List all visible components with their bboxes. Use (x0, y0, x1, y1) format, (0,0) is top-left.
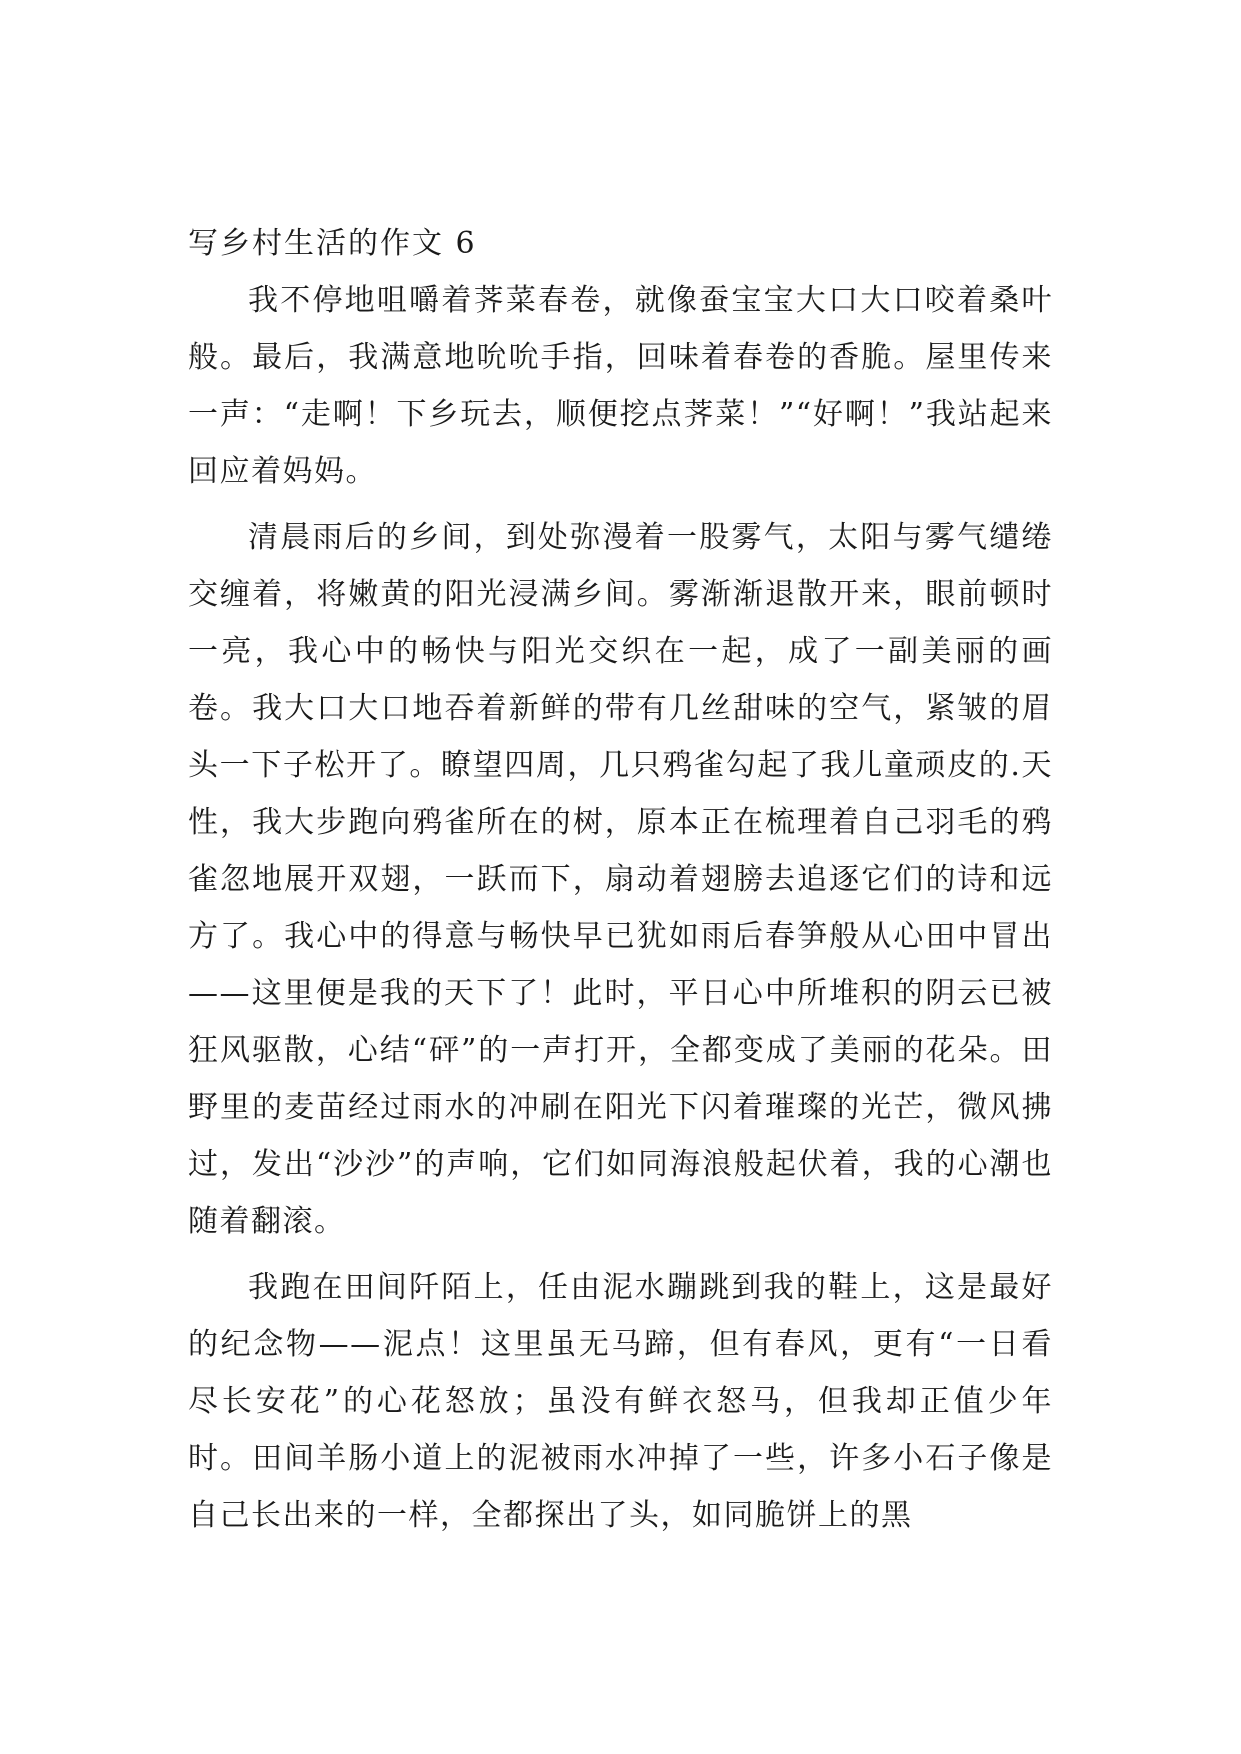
document-body (188, 220, 1053, 1553)
document-title: 写乡村生活的作文 6 (188, 226, 477, 261)
paragraph-3: 我跑在田间阡陌上，任由泥水蹦跳到我的鞋上，这是最好的纪念物——泥点！这里虽无马蹄，但有春风，更有“一日看尽长安花”的心花怒放；虽没有鲜衣怒马，但我却正值少年时。田间羊肠小道上的泥被雨水冲掉了一些，许多小石子像是自己长出来的一样，全都探出了头，如同脆饼上的黑 (188, 1270, 1053, 1533)
paragraph-2: 清晨雨后的乡间，到处弥漫着一股雾气，太阳与雾气缱绻交缠着，将嫩黄的阳光浸满乡间。雾渐渐退散开来，眼前顿时一亮，我心中的畅快与阳光交织在一起，成了一副美丽的画卷。我大口大口地吞着新鲜的带有几丝甜味的空气，紧皱的眉头一下子松开了。瞭望四周，几只鸦雀勾起了我儿童顽皮的.天性，我大步跑向鸦雀所在的树，原本正在梳理着自己羽毛的鸦雀忽地展开双翅，一跃而下，扇动着翅膀去追逐它们的诗和远方了。我心中的得意与畅快早已犹如雨后春笋般从心田中冒出——这里便是我的天下了！此时，平日心中所堆积的阴云已被狂风驱散，心结“砰”的一声打开，全都变成了美丽的花朵。田野里的麦苗经过雨水的冲刷在阳光下闪着璀璨的光芒，微风拂过，发出“沙沙”的声响，它们如同海浪般起伏着，我的心潮也随着翻滚。 (188, 520, 1053, 1239)
paragraph-1: 我不停地咀嚼着荠菜春卷，就像蚕宝宝大口大口咬着桑叶般。最后，我满意地吮吮手指，回味着春卷的香脆。屋里传来一声：“走啊！下乡玩去，顺便挖点荠菜！”“好啊！”我站起来回应着妈妈。 (188, 283, 1053, 489)
